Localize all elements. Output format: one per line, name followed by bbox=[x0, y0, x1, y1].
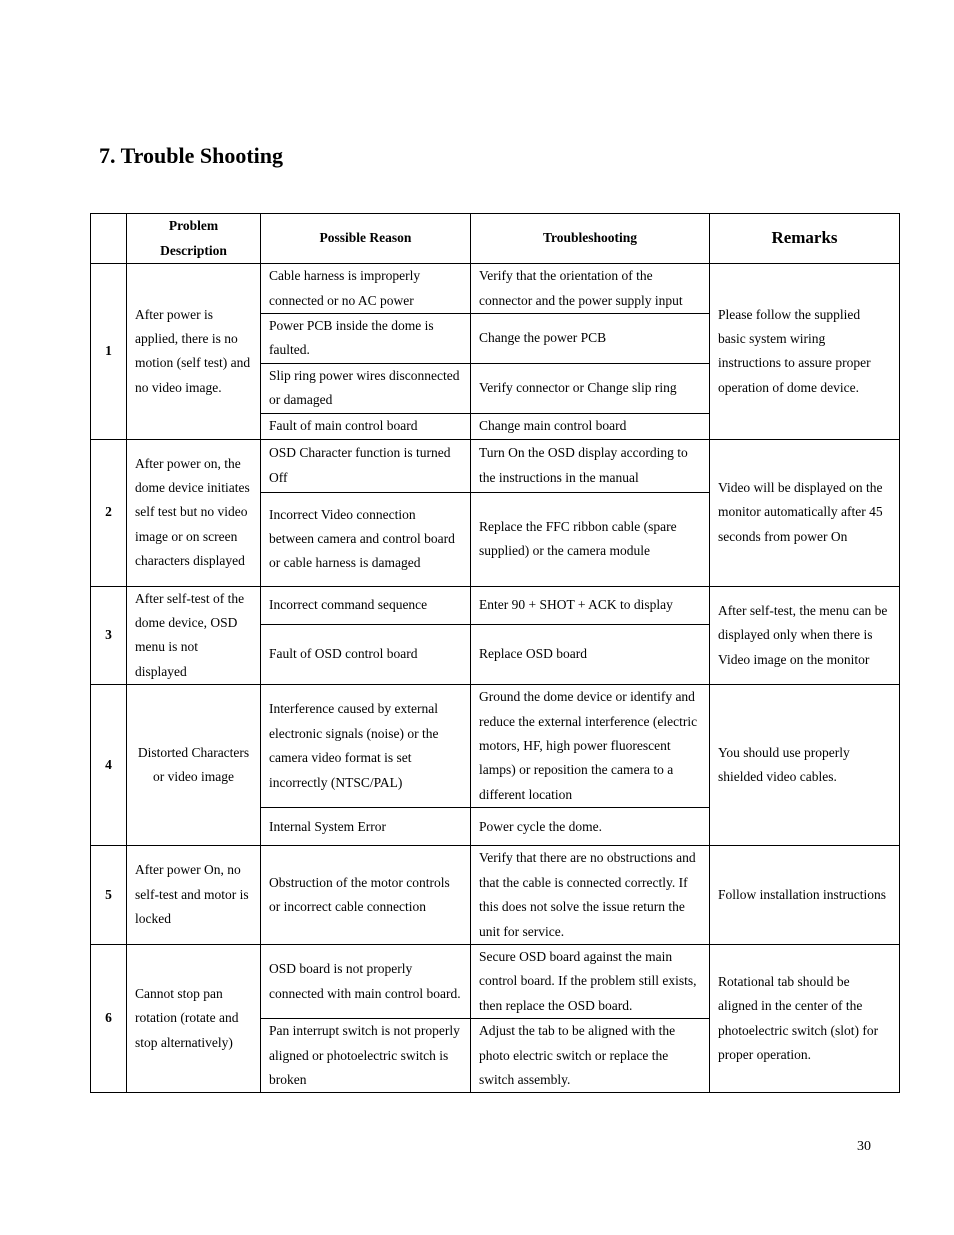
problem-description: Distorted Characters or video image bbox=[127, 685, 261, 846]
troubleshooting-step: Replace OSD board bbox=[471, 624, 710, 684]
troubleshooting-step: Verify that the orientation of the connector and the power supply input bbox=[471, 264, 710, 314]
table-row bbox=[91, 439, 900, 492]
possible-reason: Interference caused by external electronic signals (noise) or the camera video format is set incorrectly (NTSC/PAL) bbox=[261, 685, 471, 808]
troubleshooting-step: Verify that there are no obstructions and that the cable is connected correctly. If this does not solve the issue return the unit for service. bbox=[471, 846, 710, 945]
remarks: Please follow the supplied basic system wiring instructions to assure proper operation of dome device. bbox=[710, 264, 900, 440]
problem-description: After power is applied, there is no motion (self test) and no video image. bbox=[127, 264, 261, 440]
issue-number: 1 bbox=[91, 264, 127, 440]
troubleshooting-step: Power cycle the dome. bbox=[471, 808, 710, 846]
header-number bbox=[91, 214, 127, 264]
remarks: Follow installation instructions bbox=[710, 846, 900, 945]
troubleshooting-step: Change main control board bbox=[471, 413, 710, 439]
troubleshooting-step: Turn On the OSD display according to the instructions in the manual bbox=[471, 439, 710, 492]
troubleshooting-step: Change the power PCB bbox=[471, 314, 710, 364]
problem-description: Cannot stop pan rotation (rotate and stop alternatively) bbox=[127, 944, 261, 1092]
possible-reason: Cable harness is improperly connected or no AC power bbox=[261, 264, 471, 314]
problem-description: After power on, the dome device initiates self test but no video image or on screen characters displayed bbox=[127, 439, 261, 586]
table-row bbox=[91, 685, 900, 808]
possible-reason: Incorrect Video connection between camera and control board or cable harness is damaged bbox=[261, 492, 471, 586]
troubleshooting-step: Verify connector or Change slip ring bbox=[471, 363, 710, 413]
possible-reason: OSD board is not properly connected with main control board. bbox=[261, 944, 471, 1018]
possible-reason: Fault of main control board bbox=[261, 413, 471, 439]
possible-reason: Fault of OSD control board bbox=[261, 624, 471, 684]
possible-reason: Obstruction of the motor controls or incorrect cable connection bbox=[261, 846, 471, 945]
page-title: 7. Trouble Shooting bbox=[99, 143, 284, 168]
troubleshooting-table bbox=[90, 213, 900, 1093]
table-header-row bbox=[91, 214, 900, 264]
table-row bbox=[91, 944, 900, 1018]
remarks: You should use properly shielded video cables. bbox=[710, 685, 900, 846]
header-problem-description: Problem Description bbox=[127, 214, 261, 264]
issue-number: 2 bbox=[91, 439, 127, 586]
troubleshooting-step: Ground the dome device or identify and reduce the external interference (electric motors, HF, high power fluorescent lamps) or reposition the camera to a different location bbox=[471, 685, 710, 808]
possible-reason: Slip ring power wires disconnected or damaged bbox=[261, 363, 471, 413]
troubleshooting-step: Enter 90 + SHOT + ACK to display bbox=[471, 586, 710, 624]
troubleshooting-step: Replace the FFC ribbon cable (spare supplied) or the camera module bbox=[471, 492, 710, 586]
issue-number: 6 bbox=[91, 944, 127, 1092]
header-troubleshooting: Troubleshooting bbox=[471, 214, 710, 264]
problem-description: After power On, no self-test and motor is locked bbox=[127, 846, 261, 945]
remarks: Video will be displayed on the monitor automatically after 45 seconds from power On bbox=[710, 439, 900, 586]
issue-number: 5 bbox=[91, 846, 127, 945]
table-row bbox=[91, 264, 900, 314]
remarks: After self-test, the menu can be displayed only when there is Video image on the monitor bbox=[710, 586, 900, 685]
troubleshooting-step: Secure OSD board against the main control board. If the problem still exists, then replace the OSD board. bbox=[471, 944, 710, 1018]
remarks: Rotational tab should be aligned in the center of the photoelectric switch (slot) for proper operation. bbox=[710, 944, 900, 1092]
issue-number: 3 bbox=[91, 586, 127, 685]
header-possible-reason: Possible Reason bbox=[261, 214, 471, 264]
table-row bbox=[91, 846, 900, 945]
possible-reason: OSD Character function is turned Off bbox=[261, 439, 471, 492]
possible-reason: Pan interrupt switch is not properly aligned or photoelectric switch is broken bbox=[261, 1019, 471, 1093]
problem-description: After self-test of the dome device, OSD menu is not displayed bbox=[127, 586, 261, 685]
possible-reason: Incorrect command sequence bbox=[261, 586, 471, 624]
troubleshooting-step: Adjust the tab to be aligned with the photo electric switch or replace the switch assembly. bbox=[471, 1019, 710, 1093]
issue-number: 4 bbox=[91, 685, 127, 846]
header-remarks: Remarks bbox=[710, 214, 900, 264]
table-row bbox=[91, 586, 900, 624]
possible-reason: Internal System Error bbox=[261, 808, 471, 846]
possible-reason: Power PCB inside the dome is faulted. bbox=[261, 314, 471, 364]
page-number: 30 bbox=[857, 1139, 871, 1154]
table-body bbox=[91, 264, 900, 1093]
